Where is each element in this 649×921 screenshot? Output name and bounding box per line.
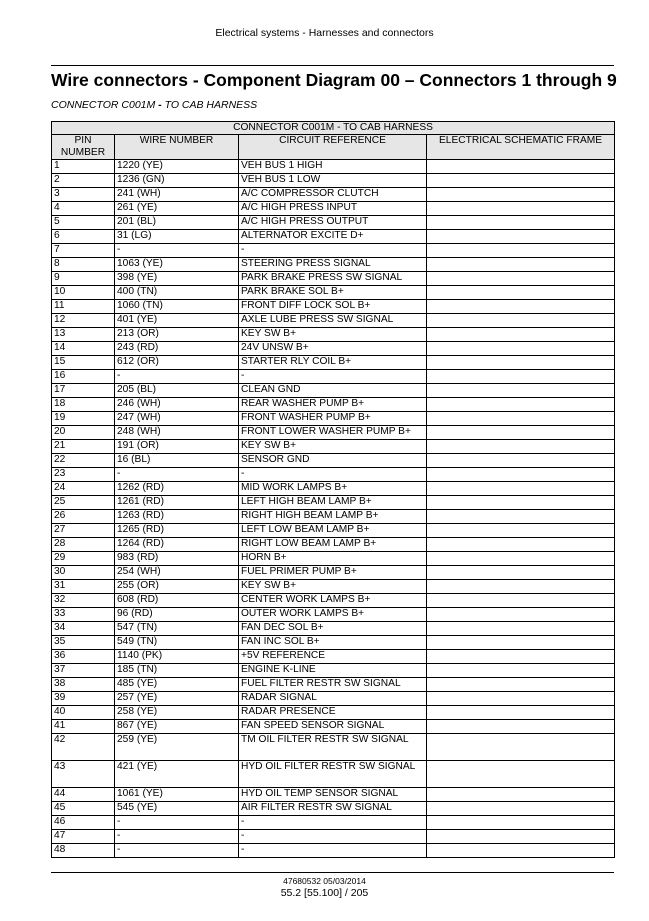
circuit-reference-cell: PARK BRAKE PRESS SW SIGNAL bbox=[239, 272, 427, 286]
pin-cell: 18 bbox=[52, 398, 115, 412]
pin-cell: 23 bbox=[52, 468, 115, 482]
circuit-reference-cell: FUEL FILTER RESTR SW SIGNAL bbox=[239, 678, 427, 692]
wire-number-cell: 398 (YE) bbox=[115, 272, 239, 286]
pin-cell: 12 bbox=[52, 314, 115, 328]
table-row bbox=[52, 314, 615, 328]
pin-cell: 30 bbox=[52, 566, 115, 580]
table-row bbox=[52, 370, 615, 384]
section-heading-separator: - bbox=[155, 99, 165, 111]
pin-cell: 3 bbox=[52, 188, 115, 202]
table-row bbox=[52, 678, 615, 692]
circuit-reference-cell: 24V UNSW B+ bbox=[239, 342, 427, 356]
column-header-circuit: CIRCUIT REFERENCE bbox=[239, 135, 427, 160]
table-row bbox=[52, 510, 615, 524]
wire-number-cell: 547 (TN) bbox=[115, 622, 239, 636]
schematic-frame-cell bbox=[427, 566, 615, 580]
table-row bbox=[52, 496, 615, 510]
table-row bbox=[52, 552, 615, 566]
circuit-reference-cell: OUTER WORK LAMPS B+ bbox=[239, 608, 427, 622]
circuit-reference-cell: RADAR SIGNAL bbox=[239, 692, 427, 706]
schematic-frame-cell bbox=[427, 202, 615, 216]
schematic-frame-cell bbox=[427, 524, 615, 538]
schematic-frame-cell bbox=[427, 258, 615, 272]
wire-number-cell: 246 (WH) bbox=[115, 398, 239, 412]
wire-number-cell: 1140 (PK) bbox=[115, 650, 239, 664]
table-row bbox=[52, 202, 615, 216]
footer-page-reference: 55.2 [55.100] / 205 bbox=[280, 887, 369, 899]
pin-cell: 32 bbox=[52, 594, 115, 608]
circuit-reference-cell: KEY SW B+ bbox=[239, 580, 427, 594]
pin-cell: 10 bbox=[52, 286, 115, 300]
wire-number-cell: 400 (TN) bbox=[115, 286, 239, 300]
wire-number-cell: 401 (YE) bbox=[115, 314, 239, 328]
table-row bbox=[52, 734, 615, 761]
table-body bbox=[52, 160, 615, 858]
circuit-reference-cell: KEY SW B+ bbox=[239, 440, 427, 454]
wire-number-cell: 243 (RD) bbox=[115, 342, 239, 356]
table-row bbox=[52, 664, 615, 678]
table-row bbox=[52, 272, 615, 286]
circuit-reference-cell: RIGHT HIGH BEAM LAMP B+ bbox=[239, 510, 427, 524]
schematic-frame-cell bbox=[427, 510, 615, 524]
table-row bbox=[52, 830, 615, 844]
schematic-frame-cell bbox=[427, 468, 615, 482]
schematic-frame-cell bbox=[427, 174, 615, 188]
page-title: Wire connectors - Component Diagram 00 – Connectors 1 through 9 bbox=[51, 70, 617, 90]
wire-number-cell: - bbox=[115, 244, 239, 258]
pin-cell: 28 bbox=[52, 538, 115, 552]
circuit-reference-cell: - bbox=[239, 816, 427, 830]
wire-number-cell: 255 (OR) bbox=[115, 580, 239, 594]
schematic-frame-cell bbox=[427, 761, 615, 788]
table-row bbox=[52, 300, 615, 314]
column-header-pin: PIN NUMBER bbox=[52, 135, 115, 160]
table-row bbox=[52, 328, 615, 342]
pin-cell: 6 bbox=[52, 230, 115, 244]
pin-cell: 27 bbox=[52, 524, 115, 538]
pin-cell: 35 bbox=[52, 636, 115, 650]
wire-number-cell: - bbox=[115, 468, 239, 482]
table-row bbox=[52, 566, 615, 580]
schematic-frame-cell bbox=[427, 300, 615, 314]
wire-number-cell: 1061 (YE) bbox=[115, 788, 239, 802]
schematic-frame-cell bbox=[427, 720, 615, 734]
circuit-reference-cell: ENGINE K-LINE bbox=[239, 664, 427, 678]
pin-cell: 46 bbox=[52, 816, 115, 830]
circuit-reference-cell: FRONT LOWER WASHER PUMP B+ bbox=[239, 426, 427, 440]
pin-cell: 41 bbox=[52, 720, 115, 734]
pin-cell: 1 bbox=[52, 160, 115, 174]
section-heading-description: TO CAB HARNESS bbox=[164, 99, 258, 111]
circuit-reference-cell: PARK BRAKE SOL B+ bbox=[239, 286, 427, 300]
schematic-frame-cell bbox=[427, 650, 615, 664]
table-row bbox=[52, 720, 615, 734]
table-row bbox=[52, 230, 615, 244]
schematic-frame-cell bbox=[427, 706, 615, 720]
pin-cell: 40 bbox=[52, 706, 115, 720]
wire-number-cell: 261 (YE) bbox=[115, 202, 239, 216]
connector-table bbox=[51, 121, 615, 858]
pin-cell: 14 bbox=[52, 342, 115, 356]
circuit-reference-cell: RADAR PRESENCE bbox=[239, 706, 427, 720]
page-header: Electrical systems - Harnesses and connectors bbox=[215, 27, 434, 39]
wire-number-cell: 254 (WH) bbox=[115, 566, 239, 580]
circuit-reference-cell: LEFT HIGH BEAM LAMP B+ bbox=[239, 496, 427, 510]
wire-number-cell: 421 (YE) bbox=[115, 761, 239, 788]
table-row bbox=[52, 188, 615, 202]
section-heading-connector: CONNECTOR C001M bbox=[51, 99, 156, 111]
schematic-frame-cell bbox=[427, 440, 615, 454]
table-row bbox=[52, 286, 615, 300]
table-caption: CONNECTOR C001M - TO CAB HARNESS bbox=[52, 122, 615, 135]
schematic-frame-cell bbox=[427, 384, 615, 398]
circuit-reference-cell: AXLE LUBE PRESS SW SIGNAL bbox=[239, 314, 427, 328]
circuit-reference-cell: CENTER WORK LAMPS B+ bbox=[239, 594, 427, 608]
table-row bbox=[52, 468, 615, 482]
schematic-frame-cell bbox=[427, 496, 615, 510]
table-row bbox=[52, 426, 615, 440]
circuit-reference-cell: FUEL PRIMER PUMP B+ bbox=[239, 566, 427, 580]
wire-number-cell: 545 (YE) bbox=[115, 802, 239, 816]
pin-cell: 9 bbox=[52, 272, 115, 286]
wire-number-cell: 612 (OR) bbox=[115, 356, 239, 370]
table-row bbox=[52, 816, 615, 830]
wire-number-cell: 1261 (RD) bbox=[115, 496, 239, 510]
wire-number-cell: 191 (OR) bbox=[115, 440, 239, 454]
header-rule bbox=[51, 65, 614, 66]
table-row bbox=[52, 636, 615, 650]
wire-number-cell: 16 (BL) bbox=[115, 454, 239, 468]
circuit-reference-cell: A/C COMPRESSOR CLUTCH bbox=[239, 188, 427, 202]
circuit-reference-cell: VEH BUS 1 HIGH bbox=[239, 160, 427, 174]
wire-number-cell: 983 (RD) bbox=[115, 552, 239, 566]
schematic-frame-cell bbox=[427, 230, 615, 244]
table-row bbox=[52, 761, 615, 788]
wire-number-cell: - bbox=[115, 830, 239, 844]
circuit-reference-cell: - bbox=[239, 468, 427, 482]
schematic-frame-cell bbox=[427, 816, 615, 830]
pin-cell: 36 bbox=[52, 650, 115, 664]
pin-cell: 48 bbox=[52, 844, 115, 858]
wire-number-cell: 1063 (YE) bbox=[115, 258, 239, 272]
wire-number-cell: 1220 (YE) bbox=[115, 160, 239, 174]
pin-cell: 16 bbox=[52, 370, 115, 384]
pin-cell: 8 bbox=[52, 258, 115, 272]
pin-cell: 26 bbox=[52, 510, 115, 524]
pin-cell: 21 bbox=[52, 440, 115, 454]
table-row bbox=[52, 524, 615, 538]
circuit-reference-cell: FAN INC SOL B+ bbox=[239, 636, 427, 650]
table-row bbox=[52, 844, 615, 858]
table-row bbox=[52, 594, 615, 608]
table-row bbox=[52, 174, 615, 188]
schematic-frame-cell bbox=[427, 244, 615, 258]
table-row bbox=[52, 608, 615, 622]
pin-cell: 34 bbox=[52, 622, 115, 636]
pin-cell: 29 bbox=[52, 552, 115, 566]
wire-number-cell: 608 (RD) bbox=[115, 594, 239, 608]
circuit-reference-cell: - bbox=[239, 370, 427, 384]
wire-number-cell: 185 (TN) bbox=[115, 664, 239, 678]
circuit-reference-cell: KEY SW B+ bbox=[239, 328, 427, 342]
circuit-reference-cell: STEERING PRESS SIGNAL bbox=[239, 258, 427, 272]
schematic-frame-cell bbox=[427, 160, 615, 174]
schematic-frame-cell bbox=[427, 830, 615, 844]
circuit-reference-cell: A/C HIGH PRESS INPUT bbox=[239, 202, 427, 216]
footer-doc-code: 47680532 05/03/2014 bbox=[283, 876, 366, 886]
schematic-frame-cell bbox=[427, 398, 615, 412]
schematic-frame-cell bbox=[427, 552, 615, 566]
circuit-reference-cell: HORN B+ bbox=[239, 552, 427, 566]
pin-cell: 11 bbox=[52, 300, 115, 314]
table-row bbox=[52, 706, 615, 720]
pin-cell: 39 bbox=[52, 692, 115, 706]
schematic-frame-cell bbox=[427, 664, 615, 678]
circuit-reference-cell: FAN DEC SOL B+ bbox=[239, 622, 427, 636]
table-header-row bbox=[52, 135, 615, 160]
schematic-frame-cell bbox=[427, 636, 615, 650]
wire-number-cell: 96 (RD) bbox=[115, 608, 239, 622]
pin-cell: 42 bbox=[52, 734, 115, 761]
table-row bbox=[52, 356, 615, 370]
circuit-reference-cell: VEH BUS 1 LOW bbox=[239, 174, 427, 188]
pin-cell: 37 bbox=[52, 664, 115, 678]
circuit-reference-cell: CLEAN GND bbox=[239, 384, 427, 398]
pin-cell: 2 bbox=[52, 174, 115, 188]
circuit-reference-cell: +5V REFERENCE bbox=[239, 650, 427, 664]
circuit-reference-cell: - bbox=[239, 244, 427, 258]
pin-cell: 25 bbox=[52, 496, 115, 510]
schematic-frame-cell bbox=[427, 426, 615, 440]
wire-number-cell: 867 (YE) bbox=[115, 720, 239, 734]
circuit-reference-cell: SENSOR GND bbox=[239, 454, 427, 468]
pin-cell: 45 bbox=[52, 802, 115, 816]
schematic-frame-cell bbox=[427, 802, 615, 816]
table-row bbox=[52, 216, 615, 230]
wire-number-cell: 241 (WH) bbox=[115, 188, 239, 202]
pin-cell: 13 bbox=[52, 328, 115, 342]
circuit-reference-cell: REAR WASHER PUMP B+ bbox=[239, 398, 427, 412]
pin-cell: 20 bbox=[52, 426, 115, 440]
circuit-reference-cell: AIR FILTER RESTR SW SIGNAL bbox=[239, 802, 427, 816]
schematic-frame-cell bbox=[427, 286, 615, 300]
wire-number-cell: 485 (YE) bbox=[115, 678, 239, 692]
pin-cell: 38 bbox=[52, 678, 115, 692]
schematic-frame-cell bbox=[427, 454, 615, 468]
schematic-frame-cell bbox=[427, 622, 615, 636]
circuit-reference-cell: HYD OIL TEMP SENSOR SIGNAL bbox=[239, 788, 427, 802]
schematic-frame-cell bbox=[427, 356, 615, 370]
wire-number-cell: 205 (BL) bbox=[115, 384, 239, 398]
column-header-wire: WIRE NUMBER bbox=[115, 135, 239, 160]
pin-cell: 5 bbox=[52, 216, 115, 230]
schematic-frame-cell bbox=[427, 272, 615, 286]
pin-cell: 43 bbox=[52, 761, 115, 788]
pin-cell: 22 bbox=[52, 454, 115, 468]
wire-number-cell: 1236 (GN) bbox=[115, 174, 239, 188]
wire-number-cell: 1265 (RD) bbox=[115, 524, 239, 538]
schematic-frame-cell bbox=[427, 608, 615, 622]
table-row bbox=[52, 538, 615, 552]
wire-number-cell: 258 (YE) bbox=[115, 706, 239, 720]
table-row bbox=[52, 788, 615, 802]
table-row bbox=[52, 802, 615, 816]
pin-cell: 47 bbox=[52, 830, 115, 844]
wire-number-cell: 1262 (RD) bbox=[115, 482, 239, 496]
table-row bbox=[52, 580, 615, 594]
wire-number-cell: 248 (WH) bbox=[115, 426, 239, 440]
table-row bbox=[52, 160, 615, 174]
schematic-frame-cell bbox=[427, 844, 615, 858]
table-row bbox=[52, 650, 615, 664]
schematic-frame-cell bbox=[427, 216, 615, 230]
circuit-reference-cell: STARTER RLY COIL B+ bbox=[239, 356, 427, 370]
section-heading bbox=[51, 99, 257, 111]
schematic-frame-cell bbox=[427, 692, 615, 706]
pin-cell: 24 bbox=[52, 482, 115, 496]
column-header-frame: ELECTRICAL SCHEMATIC FRAME bbox=[427, 135, 615, 160]
schematic-frame-cell bbox=[427, 678, 615, 692]
wire-number-cell: 1264 (RD) bbox=[115, 538, 239, 552]
schematic-frame-cell bbox=[427, 370, 615, 384]
wire-number-cell: 549 (TN) bbox=[115, 636, 239, 650]
schematic-frame-cell bbox=[427, 412, 615, 426]
table-row bbox=[52, 454, 615, 468]
schematic-frame-cell bbox=[427, 594, 615, 608]
table-row bbox=[52, 692, 615, 706]
pin-cell: 15 bbox=[52, 356, 115, 370]
wire-number-cell: 1263 (RD) bbox=[115, 510, 239, 524]
table-row bbox=[52, 412, 615, 426]
schematic-frame-cell bbox=[427, 188, 615, 202]
pin-cell: 4 bbox=[52, 202, 115, 216]
table-row bbox=[52, 440, 615, 454]
schematic-frame-cell bbox=[427, 580, 615, 594]
pin-cell: 19 bbox=[52, 412, 115, 426]
pin-cell: 44 bbox=[52, 788, 115, 802]
wire-number-cell: 257 (YE) bbox=[115, 692, 239, 706]
table-row bbox=[52, 398, 615, 412]
schematic-frame-cell bbox=[427, 482, 615, 496]
table-row bbox=[52, 342, 615, 356]
schematic-frame-cell bbox=[427, 538, 615, 552]
circuit-reference-cell: FRONT DIFF LOCK SOL B+ bbox=[239, 300, 427, 314]
circuit-reference-cell: ALTERNATOR EXCITE D+ bbox=[239, 230, 427, 244]
wire-number-cell: - bbox=[115, 844, 239, 858]
pin-cell: 17 bbox=[52, 384, 115, 398]
circuit-reference-cell: TM OIL FILTER RESTR SW SIGNAL bbox=[239, 734, 427, 761]
wire-number-cell: 1060 (TN) bbox=[115, 300, 239, 314]
wire-number-cell: 213 (OR) bbox=[115, 328, 239, 342]
table-row bbox=[52, 244, 615, 258]
pin-cell: 31 bbox=[52, 580, 115, 594]
wire-number-cell: 247 (WH) bbox=[115, 412, 239, 426]
table-row bbox=[52, 622, 615, 636]
wire-number-cell: - bbox=[115, 370, 239, 384]
wire-number-cell: 259 (YE) bbox=[115, 734, 239, 761]
table-row bbox=[52, 482, 615, 496]
circuit-reference-cell: FAN SPEED SENSOR SIGNAL bbox=[239, 720, 427, 734]
pin-cell: 7 bbox=[52, 244, 115, 258]
schematic-frame-cell bbox=[427, 734, 615, 761]
table-row bbox=[52, 258, 615, 272]
footer-rule bbox=[51, 872, 614, 873]
schematic-frame-cell bbox=[427, 314, 615, 328]
wire-number-cell: 201 (BL) bbox=[115, 216, 239, 230]
circuit-reference-cell: RIGHT LOW BEAM LAMP B+ bbox=[239, 538, 427, 552]
wire-number-cell: 31 (LG) bbox=[115, 230, 239, 244]
circuit-reference-cell: HYD OIL FILTER RESTR SW SIGNAL bbox=[239, 761, 427, 788]
table-row bbox=[52, 384, 615, 398]
circuit-reference-cell: - bbox=[239, 844, 427, 858]
schematic-frame-cell bbox=[427, 342, 615, 356]
schematic-frame-cell bbox=[427, 328, 615, 342]
schematic-frame-cell bbox=[427, 788, 615, 802]
circuit-reference-cell: FRONT WASHER PUMP B+ bbox=[239, 412, 427, 426]
pin-cell: 33 bbox=[52, 608, 115, 622]
circuit-reference-cell: MID WORK LAMPS B+ bbox=[239, 482, 427, 496]
circuit-reference-cell: - bbox=[239, 830, 427, 844]
circuit-reference-cell: LEFT LOW BEAM LAMP B+ bbox=[239, 524, 427, 538]
circuit-reference-cell: A/C HIGH PRESS OUTPUT bbox=[239, 216, 427, 230]
wire-number-cell: - bbox=[115, 816, 239, 830]
